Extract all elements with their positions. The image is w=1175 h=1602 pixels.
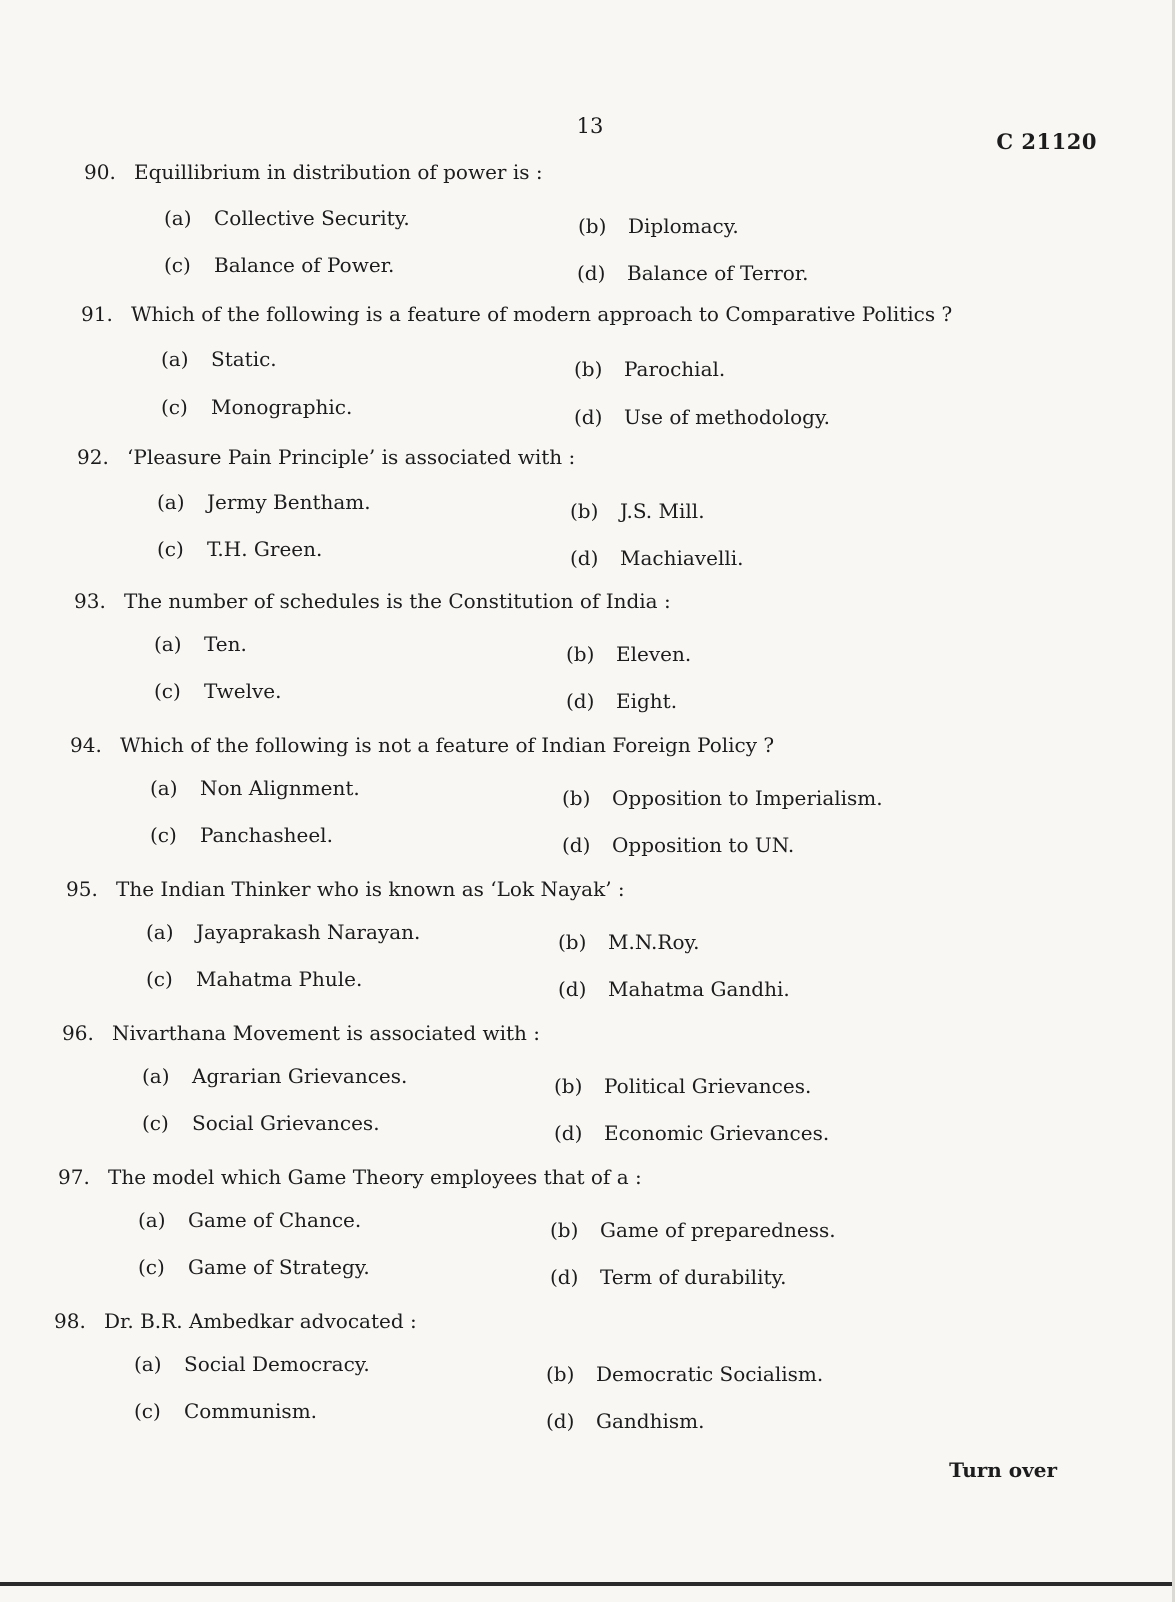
question-number: 95. — [66, 877, 98, 901]
question-text: Which of the following is not a feature of Indian Foreign Policy ? — [120, 733, 775, 757]
option-text: Political Grievances. — [604, 1074, 812, 1098]
option-letter: (c) — [161, 395, 188, 419]
option-text: Game of Strategy. — [188, 1255, 370, 1279]
option-text: Democratic Socialism. — [596, 1362, 824, 1386]
option-text: Non Alignment. — [200, 776, 360, 800]
option-letter: (c) — [142, 1111, 169, 1135]
option-text: Economic Grievances. — [604, 1121, 830, 1145]
option-letter: (d) — [554, 1121, 583, 1145]
option-b — [574, 357, 725, 381]
option-text: Use of methodology. — [624, 405, 830, 429]
option-text: Social Democracy. — [184, 1352, 370, 1376]
option-c — [142, 1111, 380, 1135]
option-letter: (c) — [164, 253, 191, 277]
option-d — [546, 1409, 704, 1433]
option-text: Opposition to Imperialism. — [612, 786, 883, 810]
option-a — [157, 490, 371, 514]
option-d — [577, 261, 809, 285]
option-letter: (b) — [554, 1074, 583, 1098]
question-number: 91. — [81, 302, 113, 326]
question-number: 96. — [62, 1021, 94, 1045]
option-letter: (a) — [138, 1208, 166, 1232]
option-letter: (d) — [546, 1409, 575, 1433]
question-number: 90. — [84, 160, 116, 184]
option-text: Twelve. — [204, 679, 282, 703]
option-text: J.S. Mill. — [620, 499, 705, 523]
option-letter: (b) — [570, 499, 599, 523]
option-b — [546, 1362, 823, 1386]
option-c — [134, 1399, 317, 1423]
question-number: 97. — [58, 1165, 90, 1189]
option-d — [566, 689, 677, 713]
option-a — [142, 1064, 407, 1088]
option-a — [164, 206, 410, 230]
question-number: 94. — [70, 733, 102, 757]
option-letter: (c) — [150, 823, 177, 847]
turn-over-label: Turn over — [949, 1458, 1057, 1482]
question-text: Dr. B.R. Ambedkar advocated : — [104, 1309, 417, 1333]
option-letter: (b) — [578, 214, 607, 238]
option-d — [574, 405, 830, 429]
option-d — [570, 546, 744, 570]
option-text: Static. — [211, 347, 277, 371]
option-letter: (d) — [562, 833, 591, 857]
option-text: Game of Chance. — [188, 1208, 362, 1232]
option-text: Parochial. — [624, 357, 726, 381]
option-text: Machiavelli. — [620, 546, 744, 570]
option-c — [157, 537, 322, 561]
option-letter: (a) — [154, 632, 182, 656]
option-a — [134, 1352, 370, 1376]
question-text: The number of schedules is the Constitution of India : — [124, 589, 671, 613]
option-a — [150, 776, 360, 800]
option-text: Term of durability. — [600, 1265, 787, 1289]
option-letter: (c) — [146, 967, 173, 991]
option-c — [164, 253, 394, 277]
option-letter: (a) — [146, 920, 174, 944]
option-letter: (a) — [161, 347, 189, 371]
option-c — [146, 967, 362, 991]
option-text: Mahatma Phule. — [196, 967, 363, 991]
option-b — [566, 642, 691, 666]
option-text: Balance of Power. — [214, 253, 395, 277]
option-letter: (b) — [558, 930, 587, 954]
option-b — [558, 930, 700, 954]
option-text: Ten. — [204, 632, 247, 656]
option-letter: (d) — [577, 261, 606, 285]
option-letter: (a) — [142, 1064, 170, 1088]
option-text: Mahatma Gandhi. — [608, 977, 790, 1001]
option-letter: (a) — [164, 206, 192, 230]
question-text: ‘Pleasure Pain Principle’ is associated with : — [127, 445, 576, 469]
option-text: Jermy Bentham. — [207, 490, 371, 514]
option-letter: (c) — [154, 679, 181, 703]
question-text: Equillibrium in distribution of power is : — [134, 160, 543, 184]
option-d — [550, 1265, 787, 1289]
option-d — [562, 833, 794, 857]
option-text: Diplomacy. — [628, 214, 739, 238]
option-letter: (d) — [570, 546, 599, 570]
question-number: 98. — [54, 1309, 86, 1333]
option-text: Monographic. — [211, 395, 353, 419]
option-text: Gandhism. — [596, 1409, 705, 1433]
question-text: The model which Game Theory employees that of a : — [108, 1165, 642, 1189]
option-letter: (a) — [134, 1352, 162, 1376]
option-text: Eleven. — [616, 642, 692, 666]
option-letter: (d) — [550, 1265, 579, 1289]
option-text: Agrarian Grievances. — [192, 1064, 408, 1088]
question-number: 93. — [74, 589, 106, 613]
paper-code: C 21120 — [996, 129, 1097, 154]
question-number: 92. — [77, 445, 109, 469]
option-letter: (b) — [562, 786, 591, 810]
option-a — [138, 1208, 361, 1232]
option-letter: (b) — [574, 357, 603, 381]
option-a — [161, 347, 277, 371]
option-text: Eight. — [616, 689, 678, 713]
option-b — [578, 214, 739, 238]
option-text: Jayaprakash Narayan. — [196, 920, 421, 944]
question-text: Which of the following is a feature of modern approach to Comparative Politics ? — [131, 302, 953, 326]
option-a — [154, 632, 247, 656]
option-letter: (a) — [150, 776, 178, 800]
option-text: Panchasheel. — [200, 823, 333, 847]
option-letter: (d) — [574, 405, 603, 429]
option-text: Opposition to UN. — [612, 833, 795, 857]
option-b — [550, 1218, 836, 1242]
option-c — [138, 1255, 370, 1279]
option-text: T.H. Green. — [207, 537, 323, 561]
option-letter: (c) — [157, 537, 184, 561]
option-text: Collective Security. — [214, 206, 410, 230]
option-letter: (d) — [558, 977, 587, 1001]
option-text: Balance of Terror. — [627, 261, 809, 285]
option-a — [146, 920, 420, 944]
option-c — [161, 395, 352, 419]
option-letter: (c) — [138, 1255, 165, 1279]
option-text: Game of preparedness. — [600, 1218, 836, 1242]
option-letter: (b) — [566, 642, 595, 666]
option-letter: (b) — [550, 1218, 579, 1242]
option-d — [558, 977, 790, 1001]
option-letter: (b) — [546, 1362, 575, 1386]
option-text: Social Grievances. — [192, 1111, 380, 1135]
option-c — [150, 823, 333, 847]
question-text: Nivarthana Movement is associated with : — [112, 1021, 541, 1045]
option-b — [554, 1074, 811, 1098]
page-number: 13 — [576, 114, 604, 138]
option-text: M.N.Roy. — [608, 930, 700, 954]
option-b — [562, 786, 883, 810]
option-b — [570, 499, 705, 523]
option-letter: (d) — [566, 689, 595, 713]
option-d — [554, 1121, 829, 1145]
question-text: The Indian Thinker who is known as ‘Lok Nayak’ : — [116, 877, 625, 901]
option-c — [154, 679, 281, 703]
bottom-scan-edge — [0, 1582, 1175, 1586]
option-letter: (c) — [134, 1399, 161, 1423]
option-letter: (a) — [157, 490, 185, 514]
option-text: Communism. — [184, 1399, 318, 1423]
